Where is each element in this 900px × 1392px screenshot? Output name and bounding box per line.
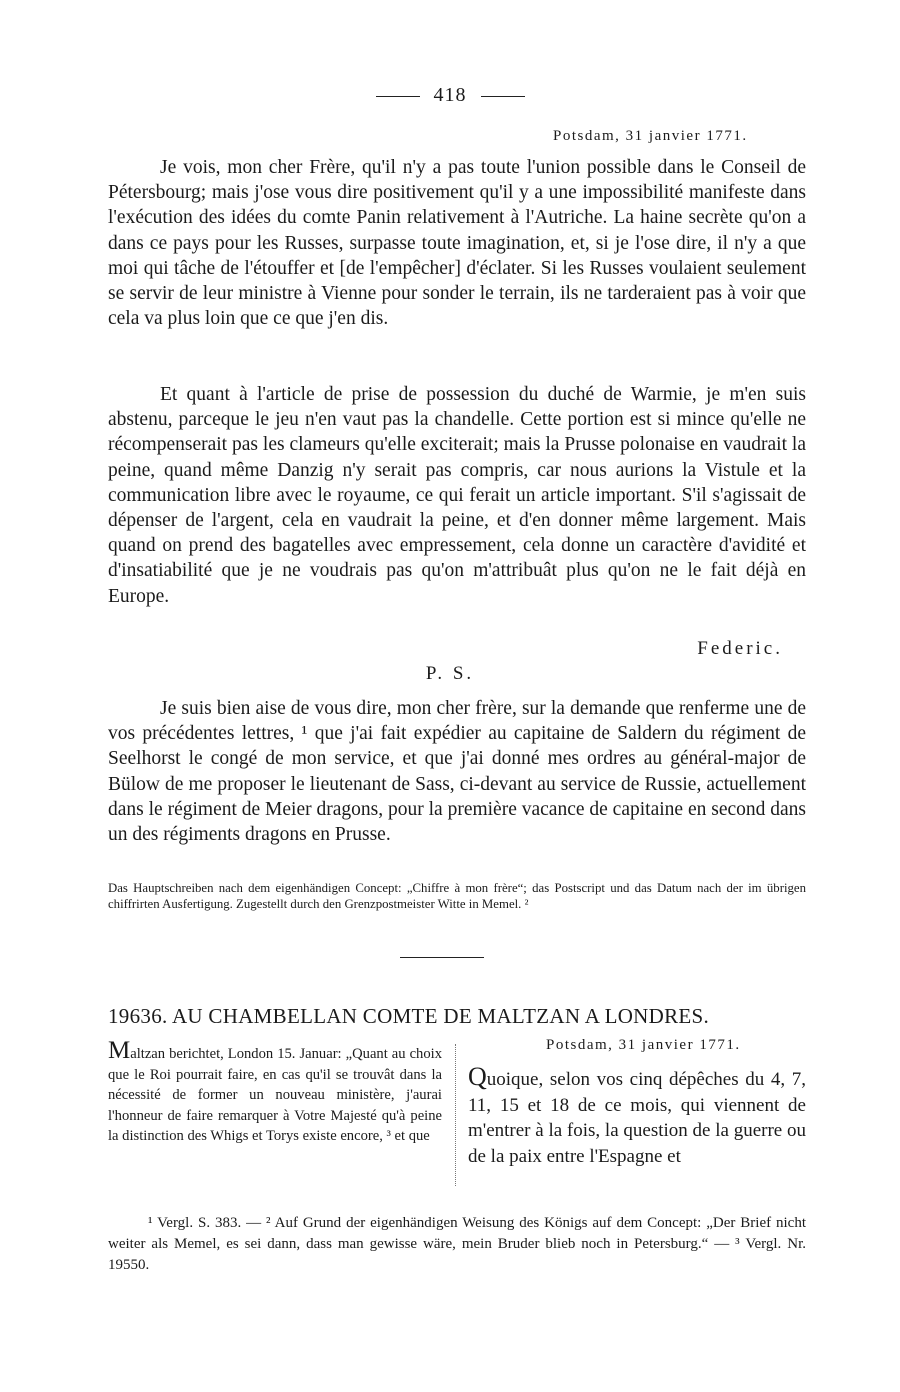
body-text: uoique, selon vos cinq dépêches du 4, 7, 11, 15 et 18 de ce mois, qui viennent de m'entrer à la fois, la question de la guerre ou de la paix entre l'Espagne et xyxy=(468,1069,806,1167)
column-divider xyxy=(455,1044,456,1186)
letter2-dateline: Potsdam, 31 janvier 1771. xyxy=(546,1037,741,1053)
letter2-summary xyxy=(108,1037,442,1147)
header-dash-right xyxy=(481,96,525,97)
letter1-paragraph-1: Je vois, mon cher Frère, qu'il n'y a pas toute l'union possible dans le Conseil de Pétersbourg; mais j'ose vous dire positivement qu'il y a une impossibilité manifeste dans l'exécution des idées du comte Panin relativement à l'Autriche. La haine secrète qu'on a dans ce pays pour les Russes, surpasse toute imagination, et, si je l'ose dire, il n'y a que moi qui tâche de l'étouffer et [de l'empêcher] d'éclater. Si les Russes voulaient seulement se servir de leur ministre à Vienne pour sonder le terrain, ils ne tarderaient pas à voir que cela va plus loin que ce que j'en dis. xyxy=(108,157,806,330)
section-separator xyxy=(400,957,484,958)
letter1-signature: Federic. xyxy=(697,638,783,659)
footnote-block: ¹ Vergl. S. 383. — ² Auf Grund der eigenhändigen Weisung des Königs auf dem Concept: „Der Brief nicht weiter als Memel, es sei dann, dass man gewisse wäre, mein Bruder blieb noch in Petersburg.“ — ³ Vergl. Nr. 19550. xyxy=(108,1215,806,1273)
letter1-dateline: Potsdam, 31 janvier 1771. xyxy=(553,128,748,144)
footnotes xyxy=(108,1213,806,1276)
letter1-paragraph-2: Et quant à l'article de prise de possession du duché de Warmie, je m'en suis abstenu, parceque le jeu n'en vaut pas la chandelle. Cette portion est si mince qu'elle ne récompenserait pas les clameurs qu'elle exciterait; mais la Prusse polonaise en vaudrait la peine, quand même Danzig n'y serait pas compris, car nous aurions la Vistule et la communication libre avec le royaume, ce qui ferait un article important. S'il s'agissait de dépenser de l'argent, cela en vaudrait la peine, et d'en donner même largement. Mais quand on prend des bagatelles avec empressement, cela donne un caractère d'avidité et d'insatiabilité que je ne voudrais pas qu'on m'attribuât plus qu'on ne le fait déjà en Europe. xyxy=(108,384,806,607)
letter2-body xyxy=(468,1064,806,1169)
postscript-text: Je suis bien aise de vous dire, mon cher frère, sur la demande que renferme une de vos précédentes lettres, ¹ que j'ai fait expédier au capitaine de Saldern du régiment de Seelhorst le congé de mon service, et que j'ai donné mes ordres au général-major de Bülow de me proposer le lieutenant de Sass, ci-devant au service de Russie, actuellement dans le régiment de Meier dragons, pour la première vacance de capitaine en second dans un des régiments dragons en Prusse. xyxy=(108,698,806,846)
summary-text: „Quant au choix que le Roi pourrait faire, en cas qu'il se trouvât dans la nécessité de former un nouveau ministère, j'aurai l'honneur de faire remarquer à Votre Majesté qu'à peine la distinction des Whigs et Torys existe encore, ³ et que xyxy=(108,1046,442,1144)
body-initial: Q xyxy=(468,1062,487,1091)
summary-initial: M xyxy=(108,1037,131,1064)
page-number: 418 xyxy=(433,84,467,106)
source-note: Das Hauptschreiben nach dem eigenhändigen Concept: „Chiffre à mon frère“; das Postscript und das Datum nach der im übrigen chiffrirten Ausfertigung. Zugestellt durch den Grenzpostmeister Witte in Memel. ² xyxy=(108,881,806,911)
header-dash-left xyxy=(376,96,420,97)
summary-lead: altzan berichtet, London 15. Januar: xyxy=(130,1046,342,1062)
letter2-title: 19636. AU CHAMBELLAN COMTE DE MALTZAN A LONDRES. xyxy=(108,1004,710,1028)
postscript-heading: P. S. xyxy=(425,663,475,684)
page-header xyxy=(0,84,900,107)
